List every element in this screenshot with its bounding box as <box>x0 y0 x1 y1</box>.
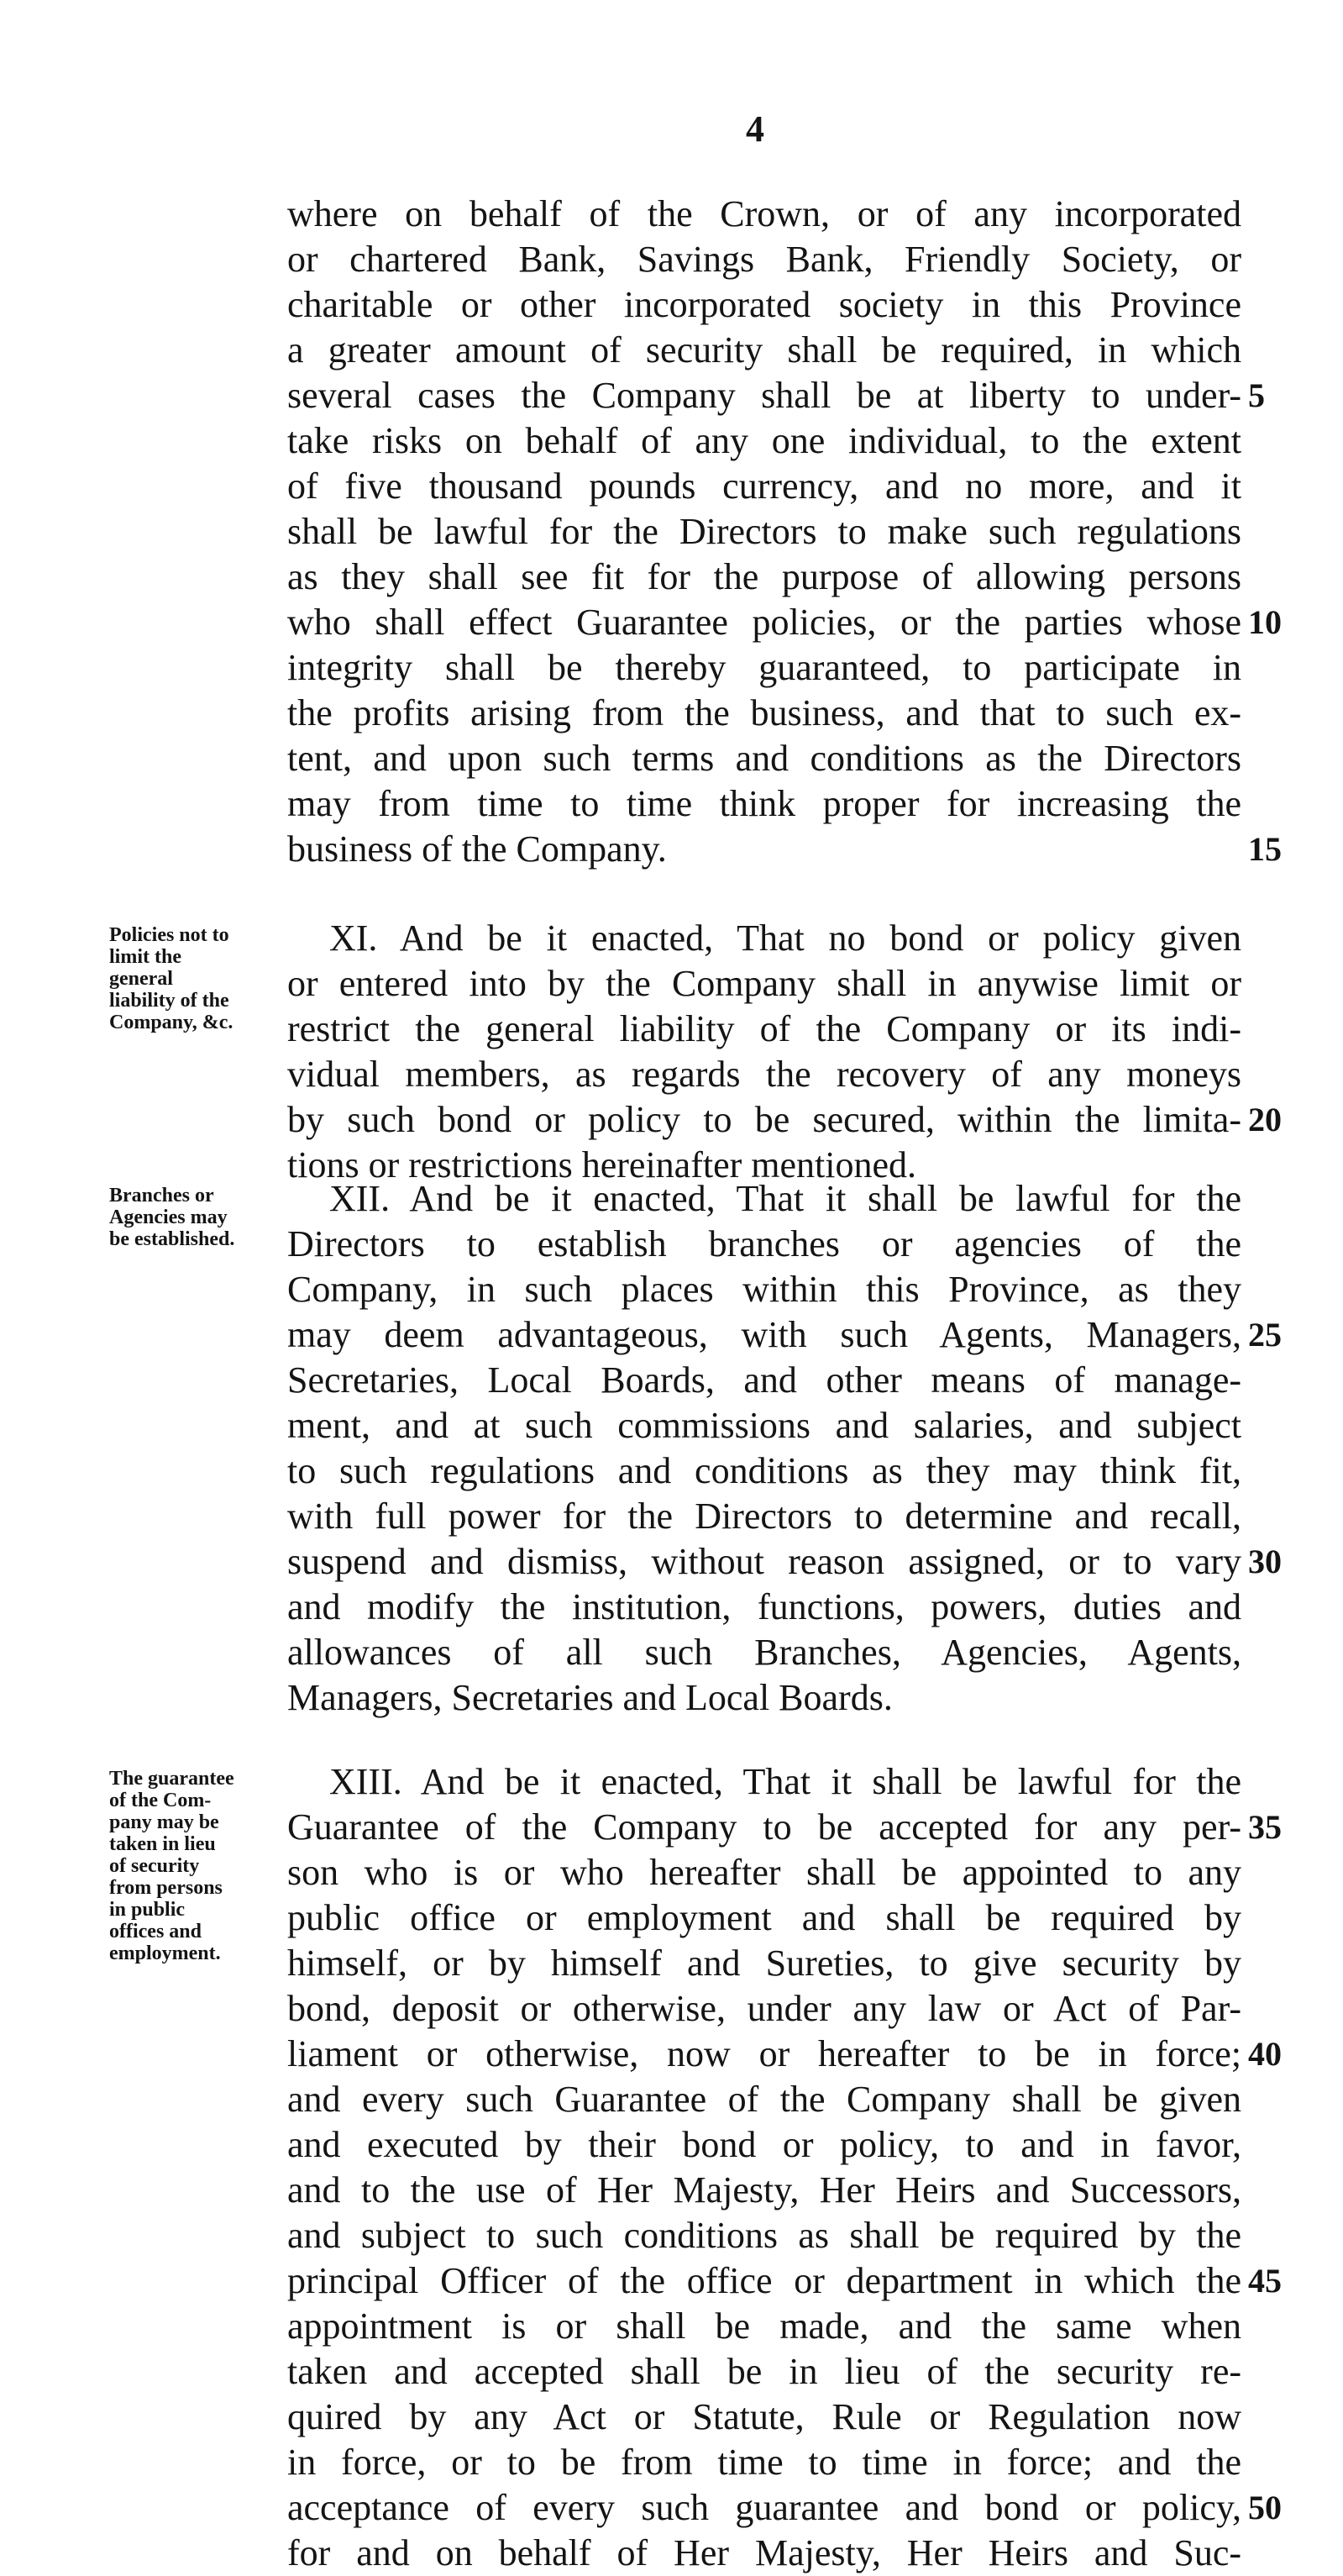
margin-note-line: Policies not to <box>109 924 229 946</box>
text-line: or entered into by the Company shall in anywise limit or <box>287 963 1241 1004</box>
text-line: or chartered Bank, Savings Bank, Friendly Society, or <box>287 239 1241 280</box>
text-line: principal Officer of the office or department in which the <box>287 2260 1241 2301</box>
margin-note-line: employment. <box>109 1943 221 1964</box>
text-line: XI. And be it enacted, That no bond or policy given <box>329 917 1241 959</box>
text-line: suspend and dismiss, without reason assigned, or to vary <box>287 1541 1241 1582</box>
line-number: 5 <box>1248 376 1265 414</box>
text-line: may from time to time think proper for increasing the <box>287 783 1241 824</box>
margin-note-line: pany may be <box>109 1811 219 1833</box>
text-line: acceptance of every such guarantee and bond or policy, <box>287 2487 1241 2528</box>
text-line: the profits arising from the business, and that to such ex- <box>287 692 1241 733</box>
text-line: to such regulations and conditions as they may think fit, <box>287 1450 1241 1491</box>
text-line: where on behalf of the Crown, or of any incorporated <box>287 193 1241 234</box>
text-line: appointment is or shall be made, and the same when <box>287 2305 1241 2347</box>
text-line: several cases the Company shall be at liberty to under- <box>287 375 1241 416</box>
margin-note-line: taken in lieu <box>109 1833 216 1855</box>
text-line: bond, deposit or otherwise, under any law or Act of Par- <box>287 1988 1241 2029</box>
line-number: 35 <box>1248 1808 1282 1846</box>
text-line: Managers, Secretaries and Local Boards. <box>287 1677 893 1718</box>
line-number: 50 <box>1248 2489 1282 2526</box>
text-line: by such bond or policy to be secured, within the limita- <box>287 1099 1241 1140</box>
text-line: of five thousand pounds currency, and no more, and it <box>287 465 1241 507</box>
text-line: for and on behalf of Her Majesty, Her Heirs and Suc- <box>287 2532 1241 2573</box>
text-line: tent, and upon such terms and conditions as the Directors <box>287 738 1241 779</box>
text-line: vidual members, as regards the recovery of any moneys <box>287 1054 1241 1095</box>
margin-note-line: be established. <box>109 1228 235 1250</box>
text-line: son who is or who hereafter shall be appointed to any <box>287 1852 1241 1893</box>
line-number: 20 <box>1248 1101 1282 1138</box>
text-line: and to the use of Her Majesty, Her Heirs and Successors, <box>287 2169 1241 2211</box>
text-line: and executed by their bond or policy, to and in favor, <box>287 2124 1241 2165</box>
margin-note-line: general <box>109 968 173 990</box>
margin-note-line: offices and <box>109 1921 202 1943</box>
text-line: Guarantee of the Company to be accepted for any per- <box>287 1806 1241 1848</box>
line-number: 40 <box>1248 2035 1282 2073</box>
text-line: shall be lawful for the Directors to make such regulations <box>287 511 1241 552</box>
text-line: XIII. And be it enacted, That it shall be lawful for the <box>329 1761 1241 1802</box>
margin-note <box>109 924 286 1033</box>
text-line: integrity shall be thereby guaranteed, to participate in <box>287 647 1241 688</box>
margin-note-line: in public <box>109 1899 186 1921</box>
text-line: and modify the institution, functions, powers, duties and <box>287 1586 1241 1627</box>
text-line: taken and accepted shall be in lieu of the security re- <box>287 2351 1241 2392</box>
line-number: 25 <box>1248 1316 1282 1354</box>
text-line: liament or otherwise, now or hereafter to be in force; <box>287 2033 1241 2074</box>
page-number: 4 <box>746 108 765 150</box>
text-line: public office or employment and shall be required by <box>287 1897 1241 1938</box>
text-line: Directors to establish branches or agencies of the <box>287 1223 1241 1264</box>
margin-note-line: Company, &c. <box>109 1012 233 1033</box>
line-number: 15 <box>1248 830 1282 868</box>
text-line: quired by any Act or Statute, Rule or Regulation now <box>287 2396 1241 2437</box>
text-line: Secretaries, Local Boards, and other means of manage- <box>287 1359 1241 1401</box>
text-line: in force, or to be from time to time in force; and the <box>287 2442 1241 2483</box>
text-line: allowances of all such Branches, Agencies, Agents, <box>287 1632 1241 1673</box>
margin-note-line: limit the <box>109 946 181 968</box>
text-line: and subject to such conditions as shall be required by the <box>287 2215 1241 2256</box>
text-line: restrict the general liability of the Company or its indi- <box>287 1008 1241 1049</box>
text-line: may deem advantageous, with such Agents, Managers, <box>287 1314 1241 1355</box>
margin-note-line: of the Com- <box>109 1790 212 1811</box>
text-line: and every such Guarantee of the Company shall be given <box>287 2079 1241 2120</box>
line-number: 45 <box>1248 2262 1282 2300</box>
text-line: business of the Company. <box>287 828 667 870</box>
text-line: a greater amount of security shall be required, in which <box>287 329 1241 371</box>
margin-note-line: of security <box>109 1855 200 1877</box>
line-number: 10 <box>1248 603 1282 641</box>
text-line: ment, and at such commissions and salaries, and subject <box>287 1405 1241 1446</box>
text-line: tions or restrictions hereinafter mentioned. <box>287 1144 916 1185</box>
text-line: take risks on behalf of any one individual, to the extent <box>287 420 1241 461</box>
text-line: Company, in such places within this Province, as they <box>287 1269 1241 1310</box>
text-line: himself, or by himself and Sureties, to give security by <box>287 1943 1241 1984</box>
margin-note-line: The guarantee <box>109 1768 234 1790</box>
line-number: 30 <box>1248 1543 1282 1580</box>
margin-note-line: Branches or <box>109 1185 214 1207</box>
text-line: XII. And be it enacted, That it shall be lawful for the <box>329 1178 1241 1219</box>
text-line: charitable or other incorporated society in this Province <box>287 284 1241 325</box>
margin-note <box>109 1185 286 1250</box>
margin-note <box>109 1768 286 1964</box>
margin-note-line: from persons <box>109 1877 223 1899</box>
text-line: as they shall see fit for the purpose of allowing persons <box>287 556 1241 597</box>
margin-note-line: Agencies may <box>109 1207 228 1228</box>
margin-note-line: liability of the <box>109 990 229 1012</box>
text-line: who shall effect Guarantee policies, or the parties whose <box>287 602 1241 643</box>
text-line: with full power for the Directors to determine and recall, <box>287 1496 1241 1537</box>
